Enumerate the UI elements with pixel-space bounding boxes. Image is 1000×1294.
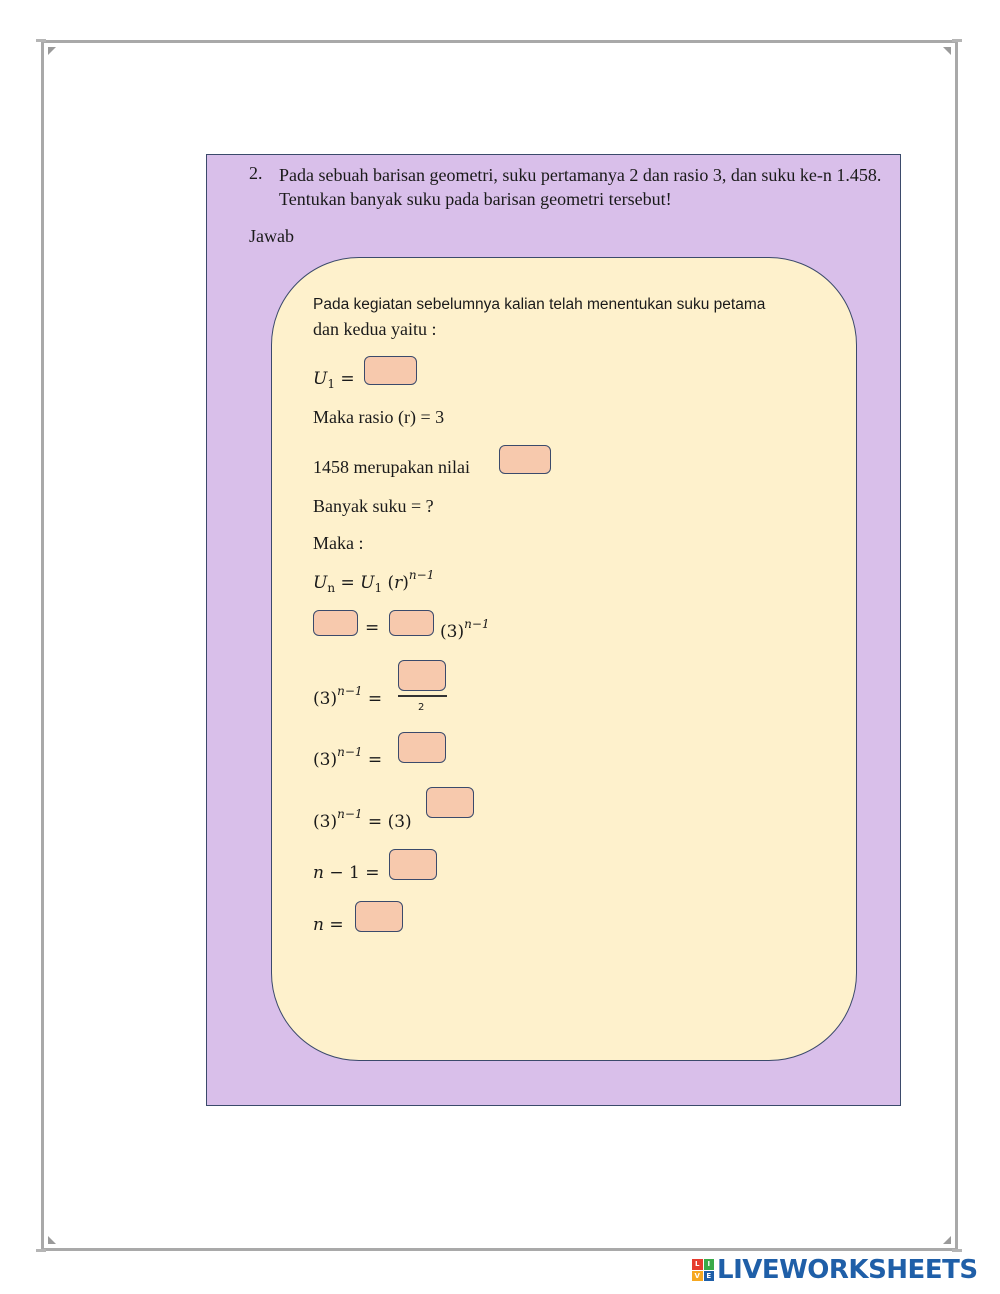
logo-letter: I (704, 1259, 715, 1270)
equals-sign: = (365, 618, 380, 638)
frame-tick (36, 1249, 46, 1252)
logo-letter: E (704, 1271, 715, 1282)
n-minus-one-step: n − 1 = (313, 863, 380, 883)
logo-text: LIVEWORKSHEETS (717, 1255, 978, 1285)
intro-text-line1: Pada kegiatan sebelumnya kalian telah menentukan suku petama (313, 296, 766, 313)
nilai-text: 1458 merupakan nilai (313, 457, 470, 477)
frame-tick (952, 1249, 962, 1252)
n-answer-box[interactable] (355, 901, 403, 932)
fraction-bar (398, 695, 447, 697)
n-minus-one-answer-box[interactable] (389, 849, 437, 880)
frame-tick (952, 39, 962, 42)
answer-panel (271, 257, 857, 1061)
logo-letter: V (692, 1271, 703, 1282)
n-step: n = (313, 915, 344, 935)
numerator-answer-box[interactable] (398, 660, 446, 691)
maka-text: Maka : (313, 533, 364, 553)
formula-un: $U_n = U_1$ $(r)^{n-1}$ (313, 568, 435, 595)
exponent-answer-box[interactable] (426, 787, 474, 818)
quotient-answer-box[interactable] (398, 732, 446, 763)
quotient-step: $(3)^{n-1}$ = (313, 745, 383, 770)
fraction-denominator: 2 (418, 702, 425, 713)
logo-letter: L (692, 1259, 703, 1270)
logo-grid-icon (692, 1259, 714, 1281)
corner-mark (943, 47, 951, 55)
question-text: Pada sebuah barisan geometri, suku pertamanya 2 dan rasio 3, dan suku ke-n 1.458. Tentukan banyak suku pada barisan geometri tersebut! (279, 165, 882, 209)
corner-mark (943, 1236, 951, 1244)
rasio-text: Maka rasio (r) = 3 (313, 407, 445, 427)
banyak-suku-text: Banyak suku = ? (313, 496, 434, 516)
nilai-answer-box[interactable] (499, 445, 551, 474)
liveworksheets-logo (692, 1255, 978, 1285)
division-step: $(3)^{n-1}$ = (313, 684, 383, 709)
u1-answer-box[interactable] (364, 356, 417, 385)
u1-expression: $U_1$ = (313, 369, 355, 391)
exponent-step: $(3)^{n-1} = (3)$ (313, 807, 412, 832)
un-answer-box[interactable] (313, 610, 358, 636)
question-number: 2. (249, 163, 263, 183)
jawab-label: Jawab (249, 226, 294, 246)
power-term: $(3)^{n-1}$ (440, 617, 490, 642)
corner-mark (48, 1236, 56, 1244)
corner-mark (48, 47, 56, 55)
intro-text-line2: dan kedua yaitu : (313, 319, 437, 339)
u1-value-answer-box[interactable] (389, 610, 434, 636)
frame-tick (36, 39, 46, 42)
